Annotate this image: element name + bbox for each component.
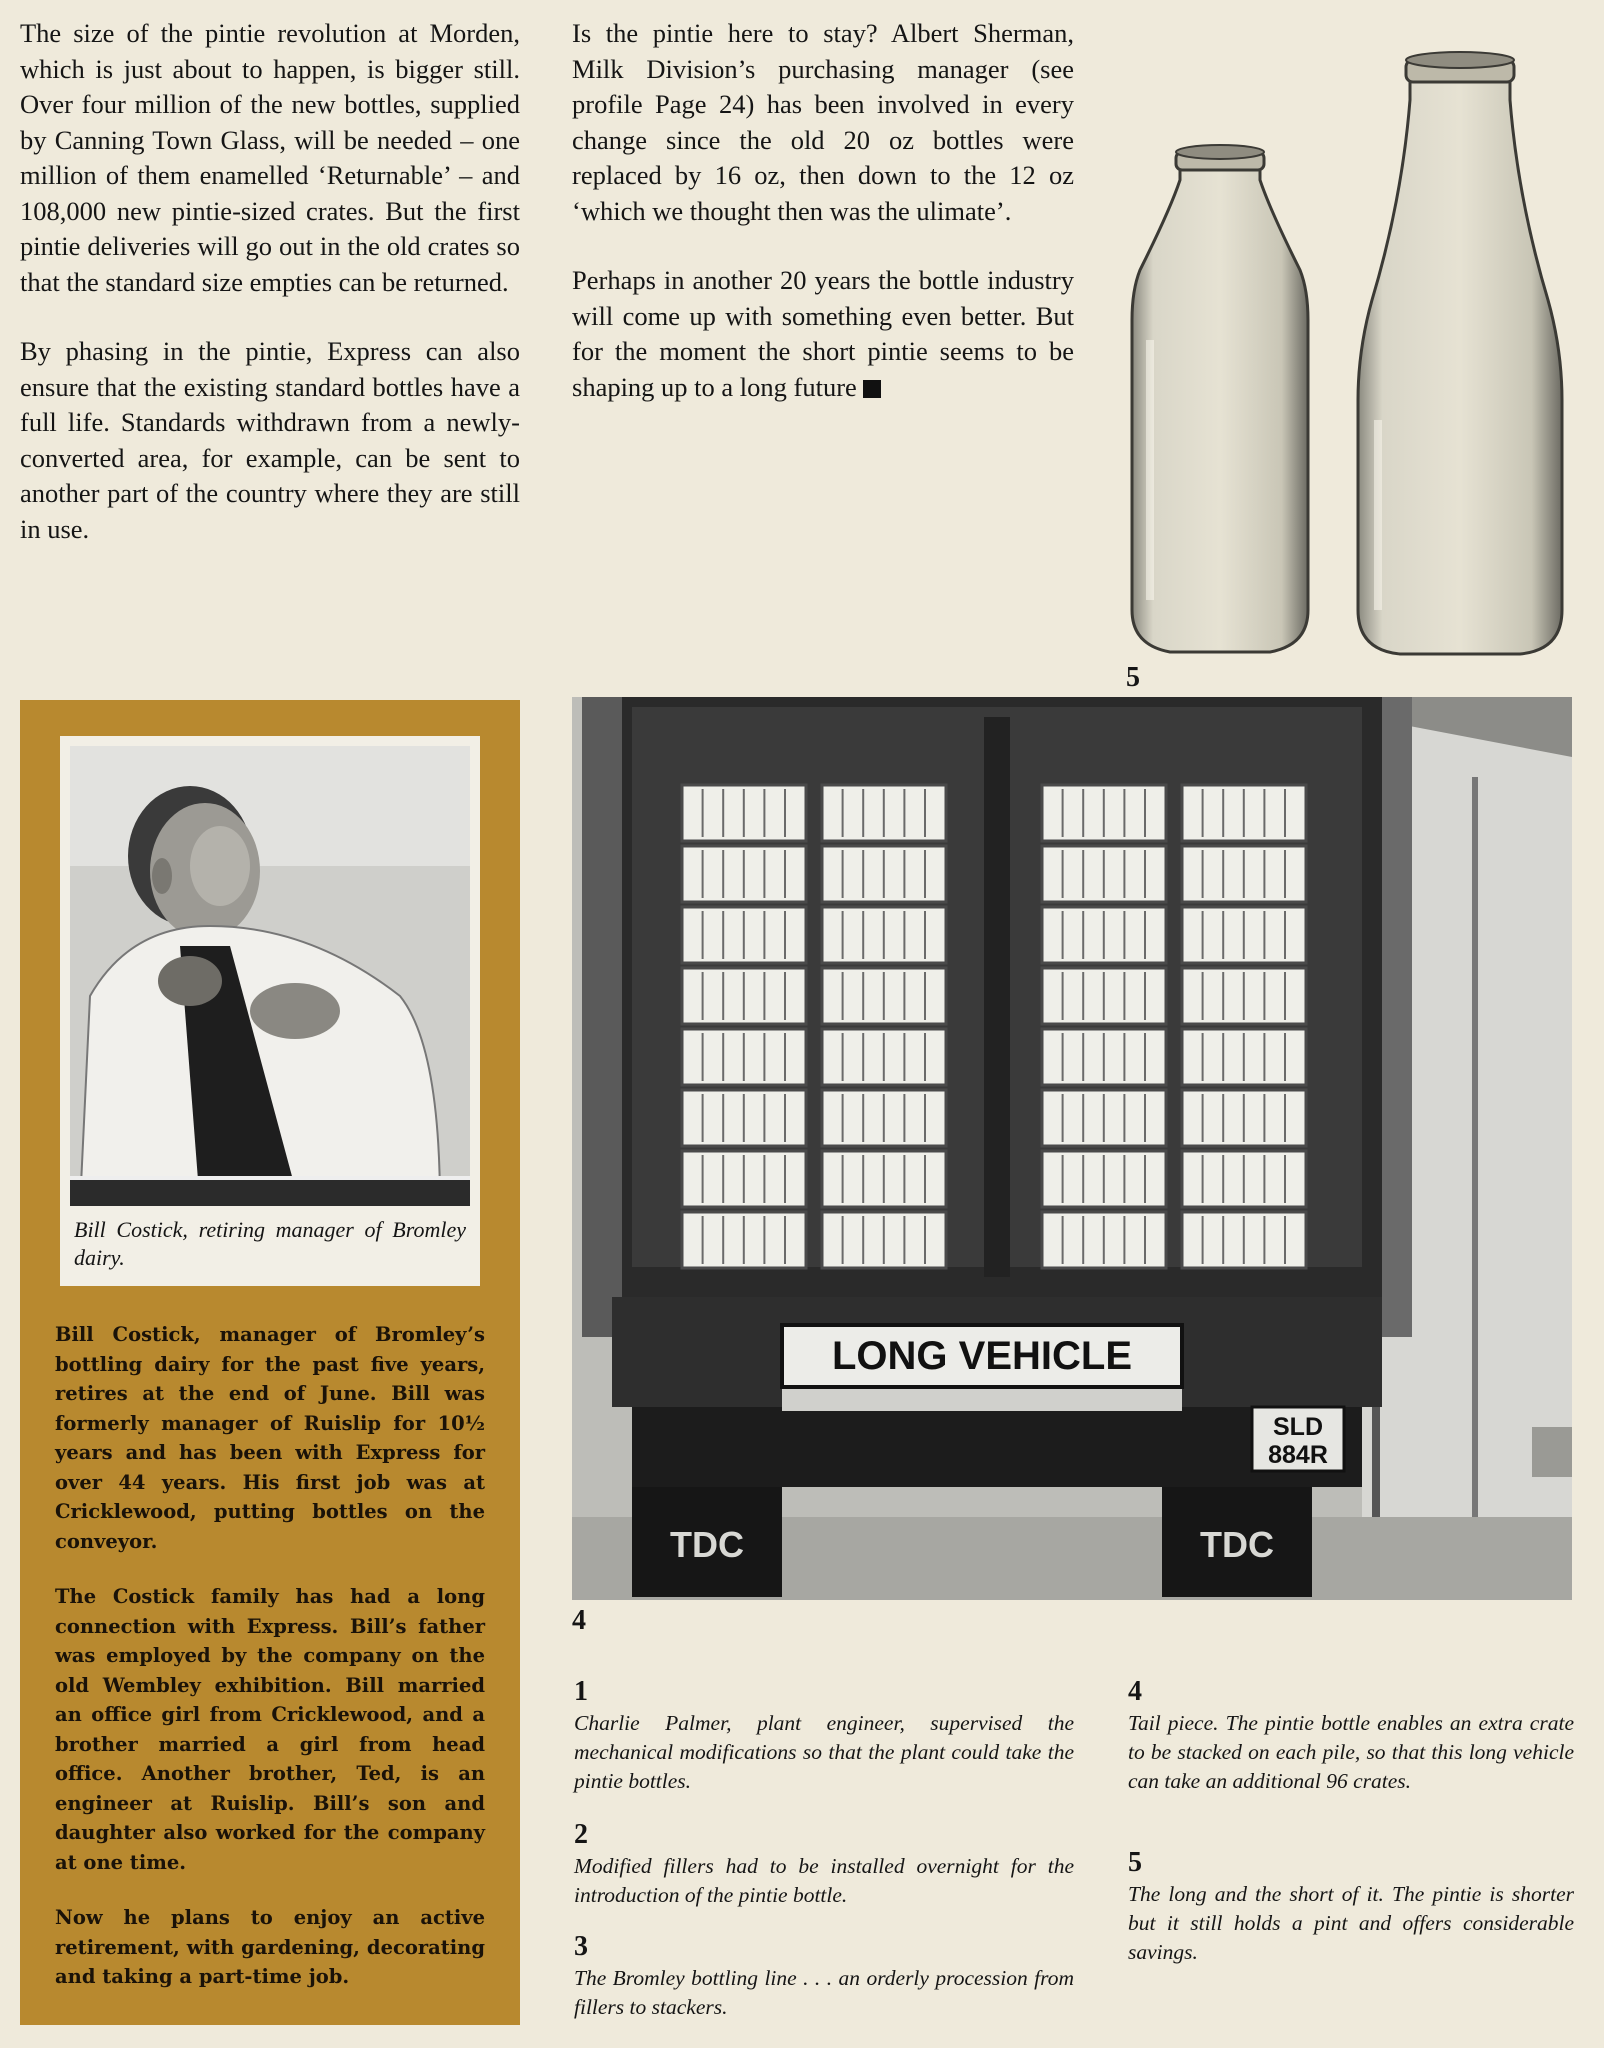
caption-3 xyxy=(574,1930,1074,2022)
caption-3-number: 3 xyxy=(574,1931,588,1962)
number-plate-line-2: 884R xyxy=(1268,1441,1328,1469)
caption-2-number: 2 xyxy=(574,1819,588,1850)
caption-3-text: The Bromley bottling line . . . an orderly procession from fillers to stackers. xyxy=(574,1966,1074,2019)
caption-4-number: 4 xyxy=(1128,1676,1142,1707)
standard-bottle xyxy=(1358,52,1562,654)
left-mudflap-text: TDC xyxy=(670,1524,744,1565)
portrait-frame xyxy=(60,736,480,1286)
left-paragraph-1: The size of the pintie revolution at Morden, which is just about to happen, is bigger still. Over four million of the new bottles, supplied by Canning Town Glass, will be needed – one million of them enamelled ‘Returnable’ – and 108,000 new pintie-sized crates. But the first pintie deliveries will go out in the old crates so that the standard size empties can be returned. xyxy=(20,18,520,297)
portrait-photo xyxy=(70,746,470,1206)
profile-paragraph-1: Bill Costick, manager of Bromley’s bottling dairy for the past five years, retires at the end of June. Bill was formerly manager of Ruislip for 10½ years and has been with Express for over 44 years. His first job was at Cricklewood, putting bottles on the conveyor. xyxy=(55,1323,485,1553)
left-column xyxy=(20,16,520,581)
portrait-caption: Bill Costick, retiring manager of Bromley dairy. xyxy=(74,1217,466,1270)
middle-paragraph-2 xyxy=(572,263,1074,405)
middle-column xyxy=(572,16,1074,439)
left-paragraph-2: By phasing in the pintie, Express can also ensure that the existing standard bottles have a full life. Standards withdrawn from a newly-converted area, for example, can be sent to another part of the country where they are still in use. xyxy=(20,336,520,544)
number-plate-line-1: SLD xyxy=(1273,1413,1323,1441)
caption-2 xyxy=(574,1818,1074,1910)
bottles-photo xyxy=(1110,40,1580,660)
caption-4-text: Tail piece. The pintie bottle enables an extra crate to be stacked on each pile, so that this long vehicle can take an additional 96 crates. xyxy=(1128,1711,1574,1793)
truck-photo xyxy=(572,697,1572,1600)
caption-2-text: Modified fillers had to be installed overnight for the introduction of the pintie bottle. xyxy=(574,1854,1074,1907)
caption-5-text: The long and the short of it. The pintie is shorter but it still holds a pint and offers considerable savings. xyxy=(1128,1882,1574,1964)
right-mudflap-text: TDC xyxy=(1200,1524,1274,1565)
figure-5-number: 5 xyxy=(1126,662,1140,693)
profile-box xyxy=(20,700,520,2025)
caption-1-number: 1 xyxy=(574,1676,588,1707)
caption-4 xyxy=(1128,1675,1574,1796)
end-mark-icon xyxy=(863,380,881,398)
middle-paragraph-1: Is the pintie here to stay? Albert Sherman, Milk Division’s purchasing manager (see profile Page 24) has been involved in every change since the old 20 oz bottles were replaced by 16 oz, then down to the 12 oz ‘which we thought then was the ulimate’. xyxy=(572,18,1074,226)
figure-4-number: 4 xyxy=(572,1605,586,1636)
short-pintie-bottle xyxy=(1132,145,1308,652)
caption-5 xyxy=(1128,1846,1574,1967)
middle-paragraph-2-text: Perhaps in another 20 years the bottle industry will come up with something even better. But for the moment the short pintie seems to be shaping up to a long future xyxy=(572,265,1074,402)
long-vehicle-sign-text: LONG VEHICLE xyxy=(831,1334,1133,1378)
caption-5-number: 5 xyxy=(1128,1847,1142,1878)
profile-paragraph-3: Now he plans to enjoy an active retirement, with gardening, decorating and taking a part-time job. xyxy=(55,1906,485,1988)
caption-1-text: Charlie Palmer, plant engineer, supervised the mechanical modifications so that the plant could take the pintie bottles. xyxy=(574,1711,1074,1793)
profile-paragraph-2: The Costick family has had a long connection with Express. Bill’s father was employed by the company on the old Wembley exhibition. Bill married an office girl from Cricklewood, and a brother married a girl from head office. Another brother, Ted, is an engineer at Ruislip. Bill’s son and daughter also worked for the company at one time. xyxy=(55,1585,485,1874)
profile-text xyxy=(55,1320,485,2018)
caption-1 xyxy=(574,1675,1074,1796)
